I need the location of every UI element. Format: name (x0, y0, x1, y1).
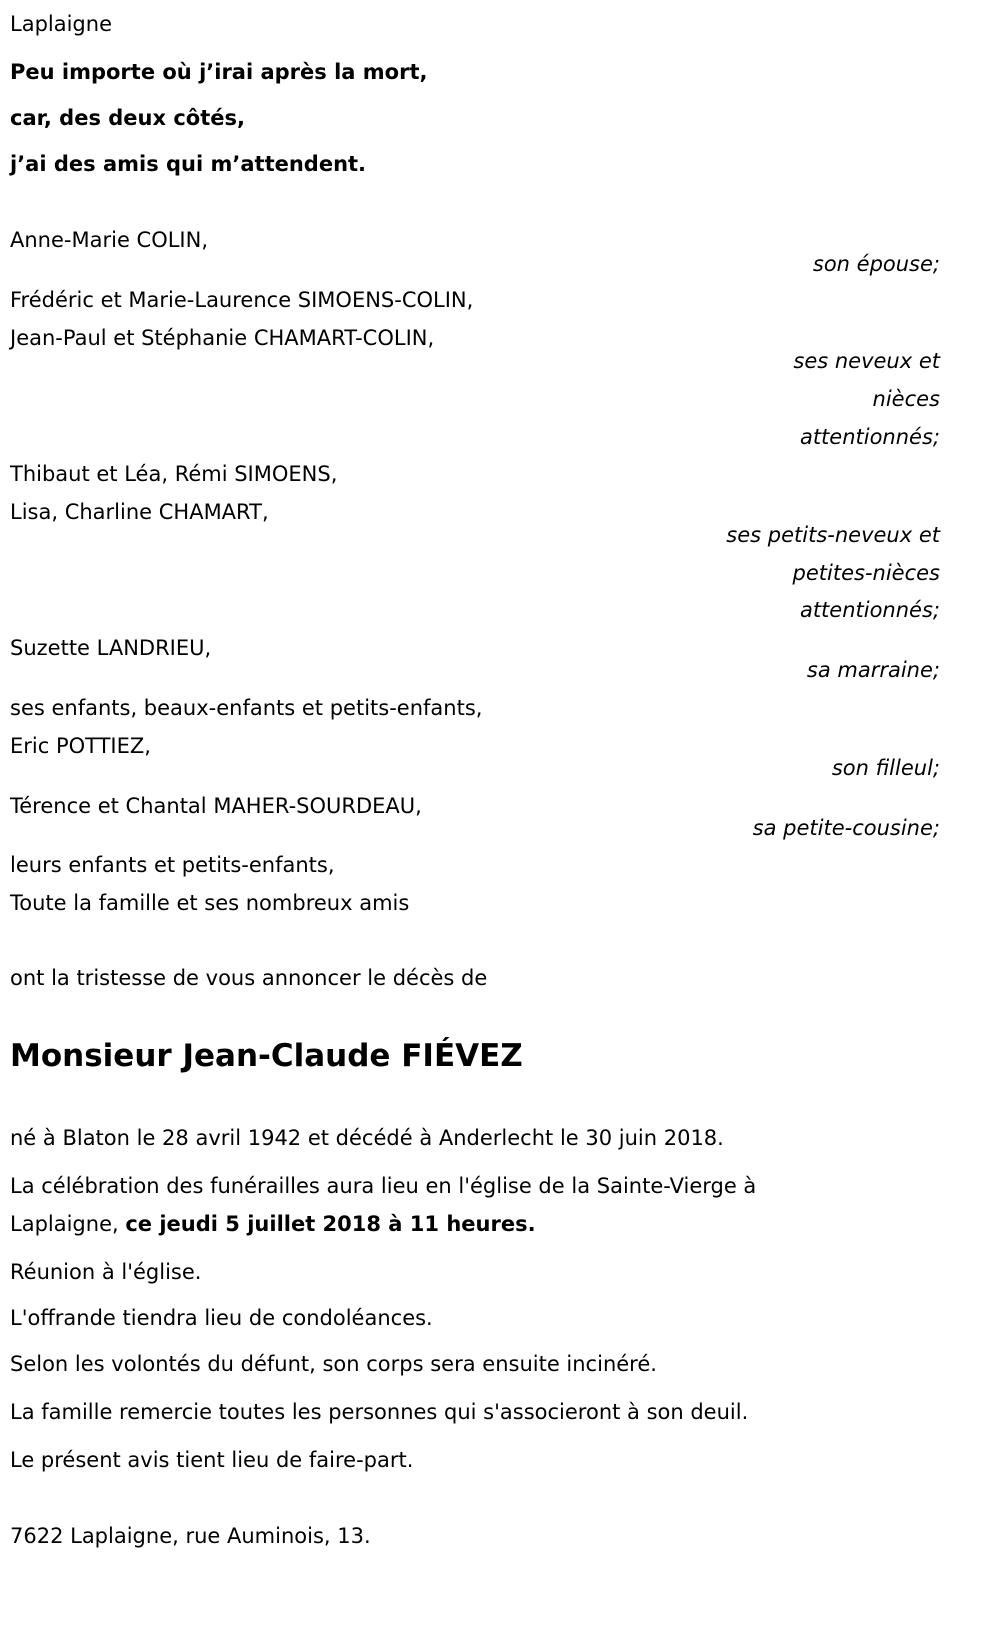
family-relation: petites-nièces (792, 561, 940, 585)
family-relation: sa marraine; (806, 658, 940, 682)
family-name: Anne-Marie COLIN, (10, 228, 209, 252)
ceremony-datetime (10, 1205, 536, 1243)
ceremony-date: ce jeudi 5 juillet 2018 à 11 heures. (125, 1212, 536, 1236)
quote-line: car, des deux côtés, (10, 106, 245, 130)
family-relation: ses petits-neveux et (726, 523, 940, 547)
ceremony-text: La célébration des funérailles aura lieu en l'église de la Sainte-Vierge à (10, 1174, 757, 1198)
family-relation: son filleul; (831, 756, 940, 780)
quote-line: j’ai des amis qui m’attendent. (10, 152, 367, 176)
birth-death-text: né à Blaton le 28 avril 1942 et décédé à Anderlecht le 30 juin 2018. (10, 1126, 724, 1150)
meeting-text: Réunion à l'église. (10, 1260, 202, 1284)
family-relation: ses neveux et (793, 349, 940, 373)
address-text: 7622 Laplaigne, rue Auminois, 13. (10, 1524, 371, 1548)
thanks-text: La famille remercie toutes les personnes qui s'associeront à son deuil. (10, 1400, 749, 1424)
family-relation: son épouse; (812, 252, 940, 276)
family-relation: nièces (872, 387, 940, 411)
family-name: leurs enfants et petits-enfants, (10, 853, 335, 877)
family-name: Térence et Chantal MAHER-SOURDEAU, (10, 794, 422, 818)
cremation-text: Selon les volontés du défunt, son corps sera ensuite incinéré. (10, 1352, 657, 1376)
family-name: Thibaut et Léa, Rémi SIMOENS, (10, 462, 338, 486)
family-name: Eric POTTIEZ, (10, 734, 151, 758)
quote-line: Peu importe où j’irai après la mort, (10, 60, 428, 84)
family-name: Suzette LANDRIEU, (10, 636, 212, 660)
family-relation: attentionnés; (799, 598, 940, 622)
family-relation: attentionnés; (799, 425, 940, 449)
place-heading: Laplaigne (10, 12, 112, 36)
notice-text: Le présent avis tient lieu de faire-part. (10, 1448, 414, 1472)
family-name: Toute la famille et ses nombreux amis (10, 891, 410, 915)
family-name: Frédéric et Marie-Laurence SIMOENS-COLIN, (10, 288, 474, 312)
deceased-name: Monsieur Jean-Claude FIÉVEZ (10, 1038, 523, 1074)
ceremony-place: Laplaigne, (10, 1212, 126, 1236)
family-relation: sa petite-cousine; (752, 816, 940, 840)
offering-text: L'offrande tiendra lieu de condoléances. (10, 1306, 433, 1330)
announcement-text: ont la tristesse de vous annoncer le décès de (10, 966, 488, 990)
family-name: ses enfants, beaux-enfants et petits-enfants, (10, 696, 483, 720)
family-name: Lisa, Charline CHAMART, (10, 500, 269, 524)
family-name: Jean-Paul et Stéphanie CHAMART-COLIN, (10, 326, 435, 350)
